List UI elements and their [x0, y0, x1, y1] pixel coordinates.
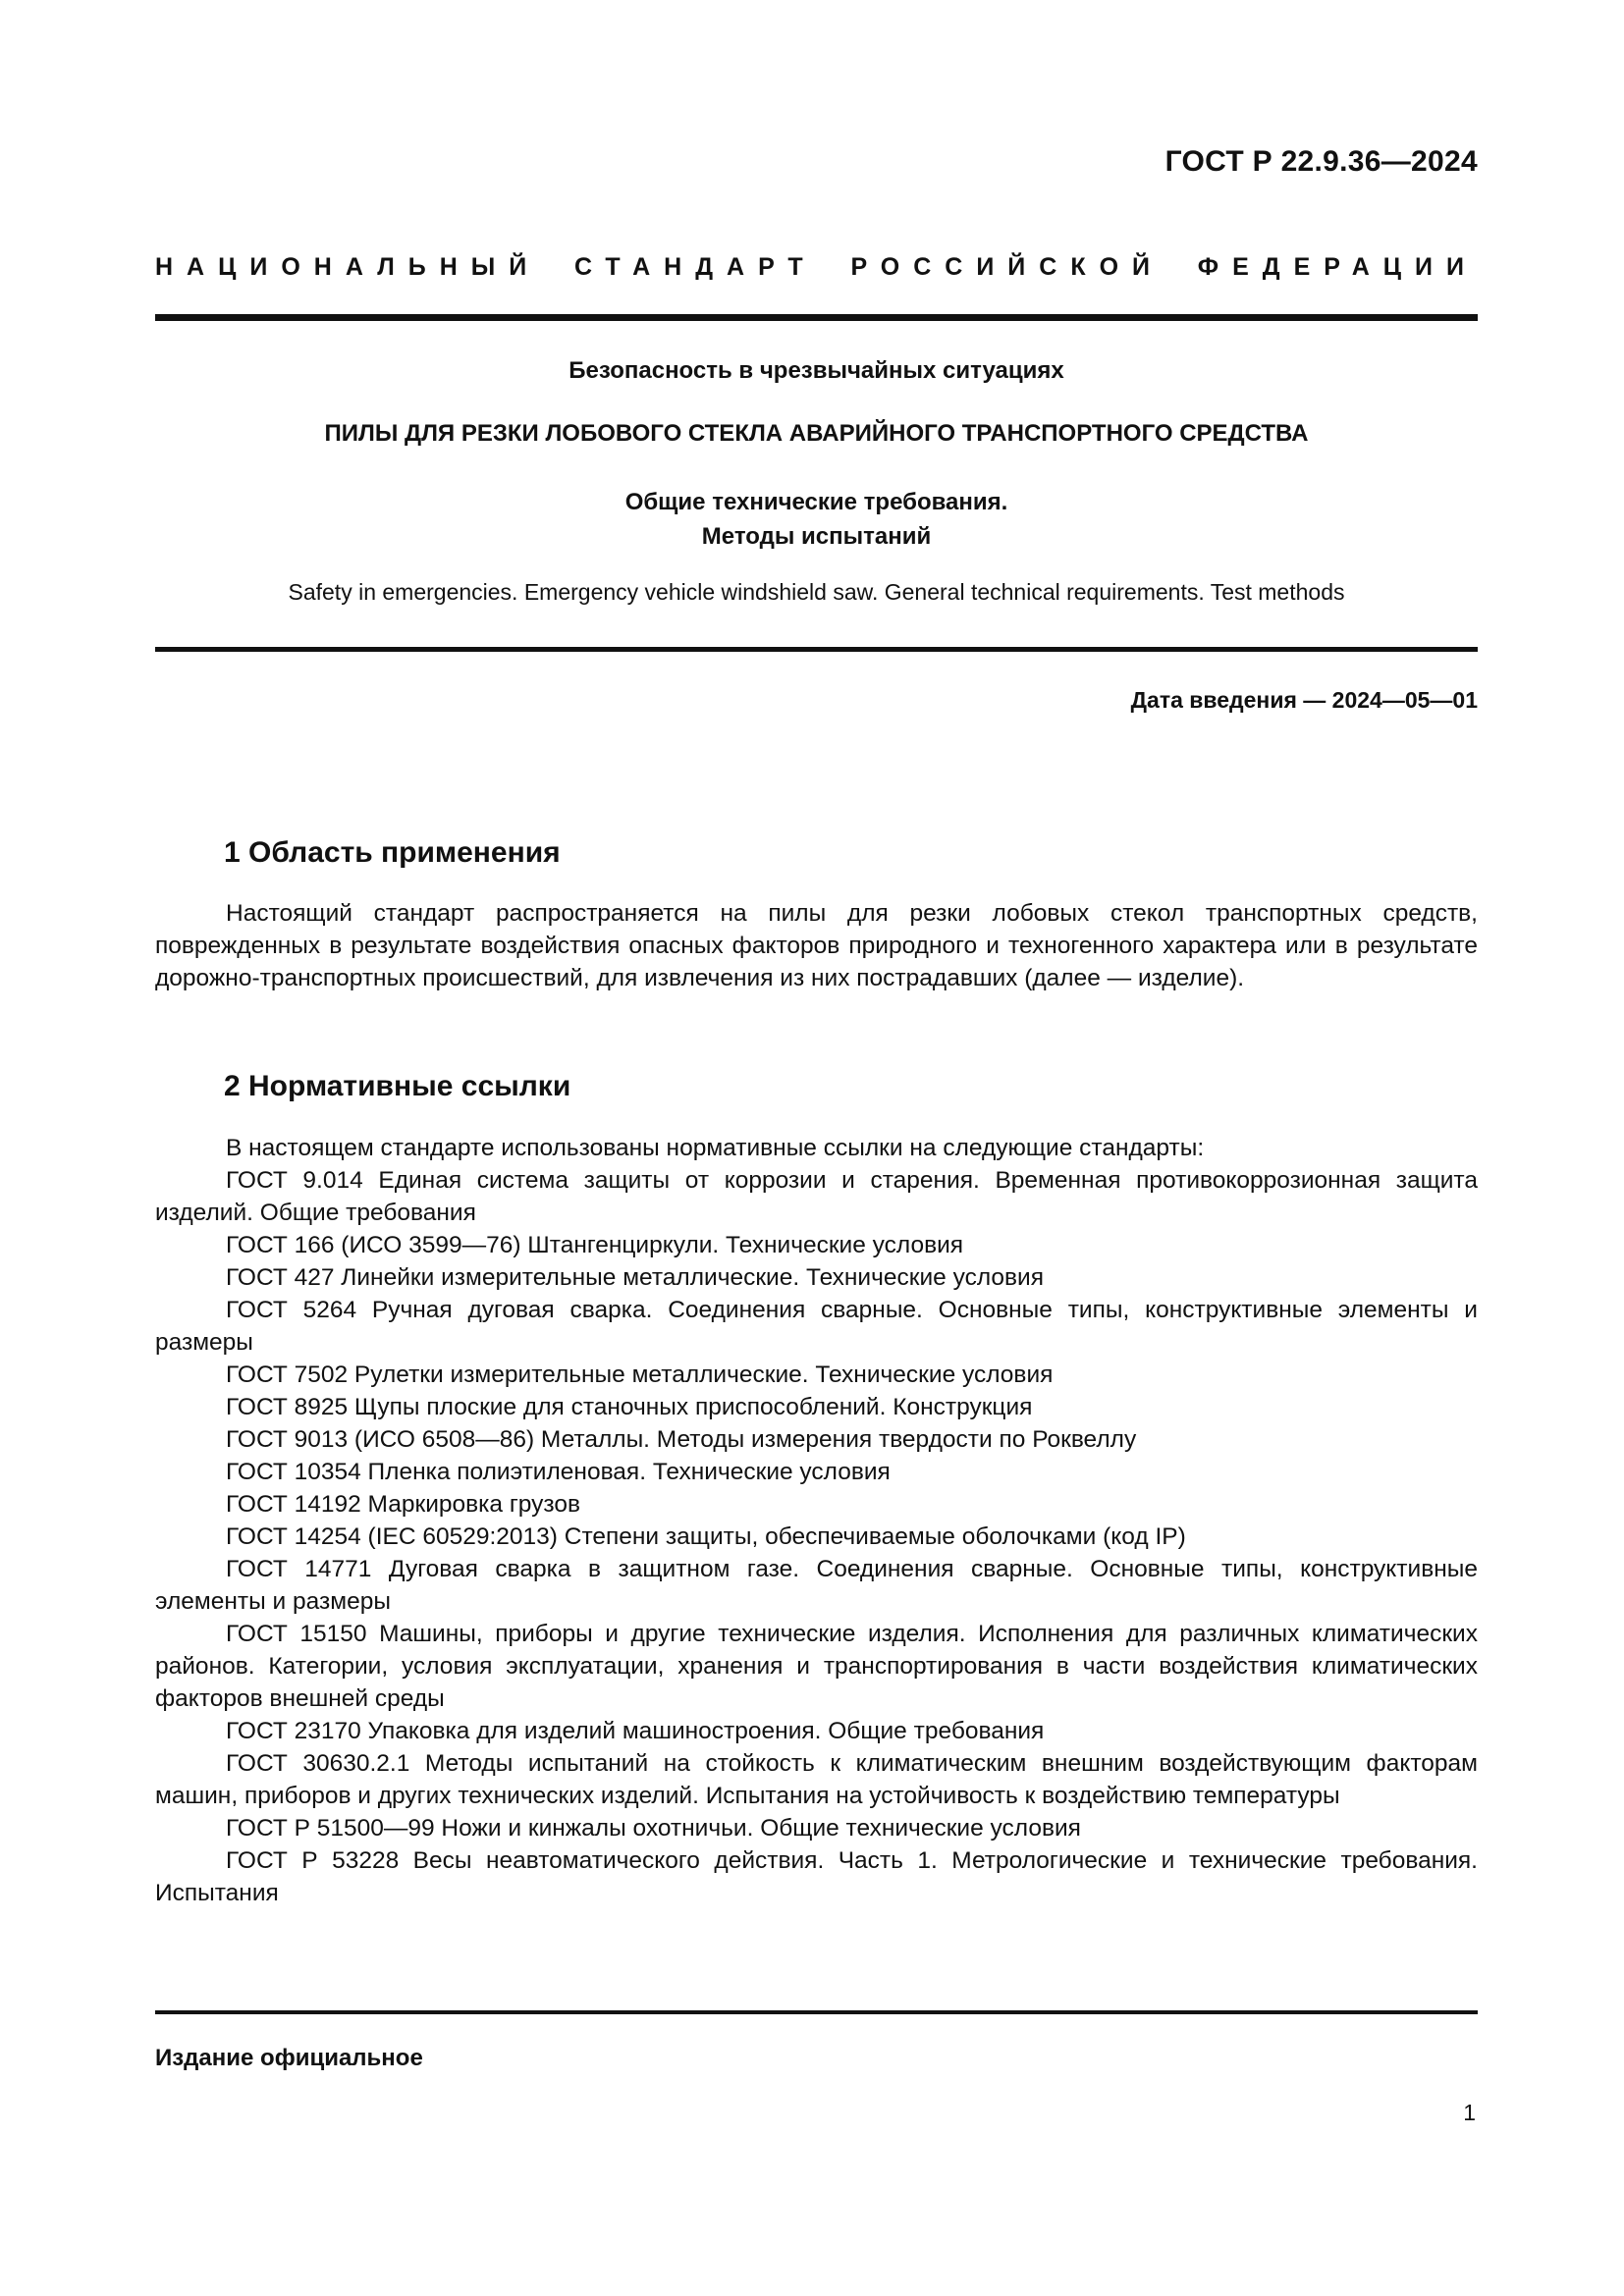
section-heading-normative-references: 2 Нормативные ссылки [224, 1070, 571, 1102]
standard-subtitle [155, 485, 1478, 554]
reference-item: ГОСТ 14771 Дуговая сварка в защитном газе. Соединения сварные. Основные типы, конструктивные элементы и размеры [155, 1556, 1478, 1615]
reference-item: ГОСТ 10354 Пленка полиэтиленовая. Технические условия [226, 1459, 891, 1485]
standard-title: ПИЛЫ ДЛЯ РЕЗКИ ЛОБОВОГО СТЕКЛА АВАРИЙНОГО ТРАНСПОРТНОГО СРЕДСТВА [324, 420, 1309, 447]
title-divider [155, 647, 1478, 652]
scope-paragraph: Настоящий стандарт распространяется на пилы для резки лобовых стекол транспортных средств, поврежденных в результате воздействия опасных факторов природного и техногенного характера или в результате дорожно-транспортных происшествий, для извлечения из них пострадавших (далее — изделие). [155, 900, 1478, 991]
banner-word: РОССИЙСКОЙ [850, 253, 1164, 281]
section-heading-scope: 1 Область применения [224, 836, 561, 869]
subtitle-line: Методы испытаний [701, 523, 932, 550]
reference-item: ГОСТ 9.014 Единая система защиты от коррозии и старения. Временная противокоррозионная защита изделий. Общие требования [155, 1167, 1478, 1226]
references-lead: В настоящем стандарте использованы нормативные ссылки на следующие стандарты: [226, 1135, 1205, 1161]
reference-item: ГОСТ 14254 (IEC 60529:2013) Степени защиты, обеспечиваемые оболочками (код IP) [226, 1523, 1186, 1550]
reference-item: ГОСТ 5264 Ручная дуговая сварка. Соединения сварные. Основные типы, конструктивные элементы и размеры [155, 1297, 1478, 1356]
reference-item: ГОСТ 7502 Рулетки измерительные металлические. Технические условия [226, 1362, 1054, 1388]
national-standard-banner [155, 253, 1478, 282]
reference-item: ГОСТ 23170 Упаковка для изделий машиностроения. Общие требования [226, 1718, 1045, 1744]
english-title: Safety in emergencies. Emergency vehicle windshield saw. General technical requirements. Test methods [288, 579, 1345, 605]
reference-item: ГОСТ 427 Линейки измерительные металлические. Технические условия [226, 1264, 1044, 1291]
introduction-date: Дата введения — 2024—05—01 [1130, 687, 1478, 713]
reference-item: ГОСТ 8925 Щупы плоские для станочных приспособлений. Конструкция [226, 1394, 1033, 1420]
banner-word: НАЦИОНАЛЬНЫЙ [155, 253, 541, 281]
reference-item: ГОСТ 166 (ИСО 3599—76) Штангенциркули. Технические условия [226, 1232, 964, 1258]
footer-divider [155, 2010, 1478, 2014]
normative-references-list [155, 1132, 1478, 1909]
reference-item: ГОСТ 9013 (ИСО 6508—86) Металлы. Методы измерения твердости по Роквеллу [226, 1426, 1137, 1453]
reference-item: ГОСТ Р 51500—99 Ножи и кинжалы охотничьи. Общие технические условия [226, 1815, 1081, 1842]
standard-category: Безопасность в чрезвычайных ситуациях [568, 357, 1064, 384]
reference-item: ГОСТ 30630.2.1 Методы испытаний на стойкость к климатическим внешним воздействующим факторам машин, приборов и других технических изделий. Испытания на устойчивость к воздействию температуры [155, 1750, 1478, 1809]
subtitle-line: Общие технические требования. [624, 489, 1008, 515]
reference-item: ГОСТ 15150 Машины, приборы и другие технические изделия. Исполнения для различных климатических районов. Категории, условия эксплуатации, хранения и транспортирования в части воздействия климатических факторов внешней среды [155, 1621, 1478, 1712]
header-divider [155, 314, 1478, 321]
page-number: 1 [1463, 2100, 1476, 2125]
banner-word: ФЕДЕРАЦИИ [1197, 253, 1478, 281]
reference-item: ГОСТ 14192 Маркировка грузов [226, 1491, 580, 1518]
reference-item: ГОСТ Р 53228 Весы неавтоматического действия. Часть 1. Метрологические и технические требования. Испытания [155, 1847, 1478, 1906]
document-number: ГОСТ Р 22.9.36—2024 [1164, 145, 1478, 178]
banner-word: СТАНДАРТ [573, 253, 817, 281]
official-edition-label: Издание официальное [155, 2045, 423, 2071]
